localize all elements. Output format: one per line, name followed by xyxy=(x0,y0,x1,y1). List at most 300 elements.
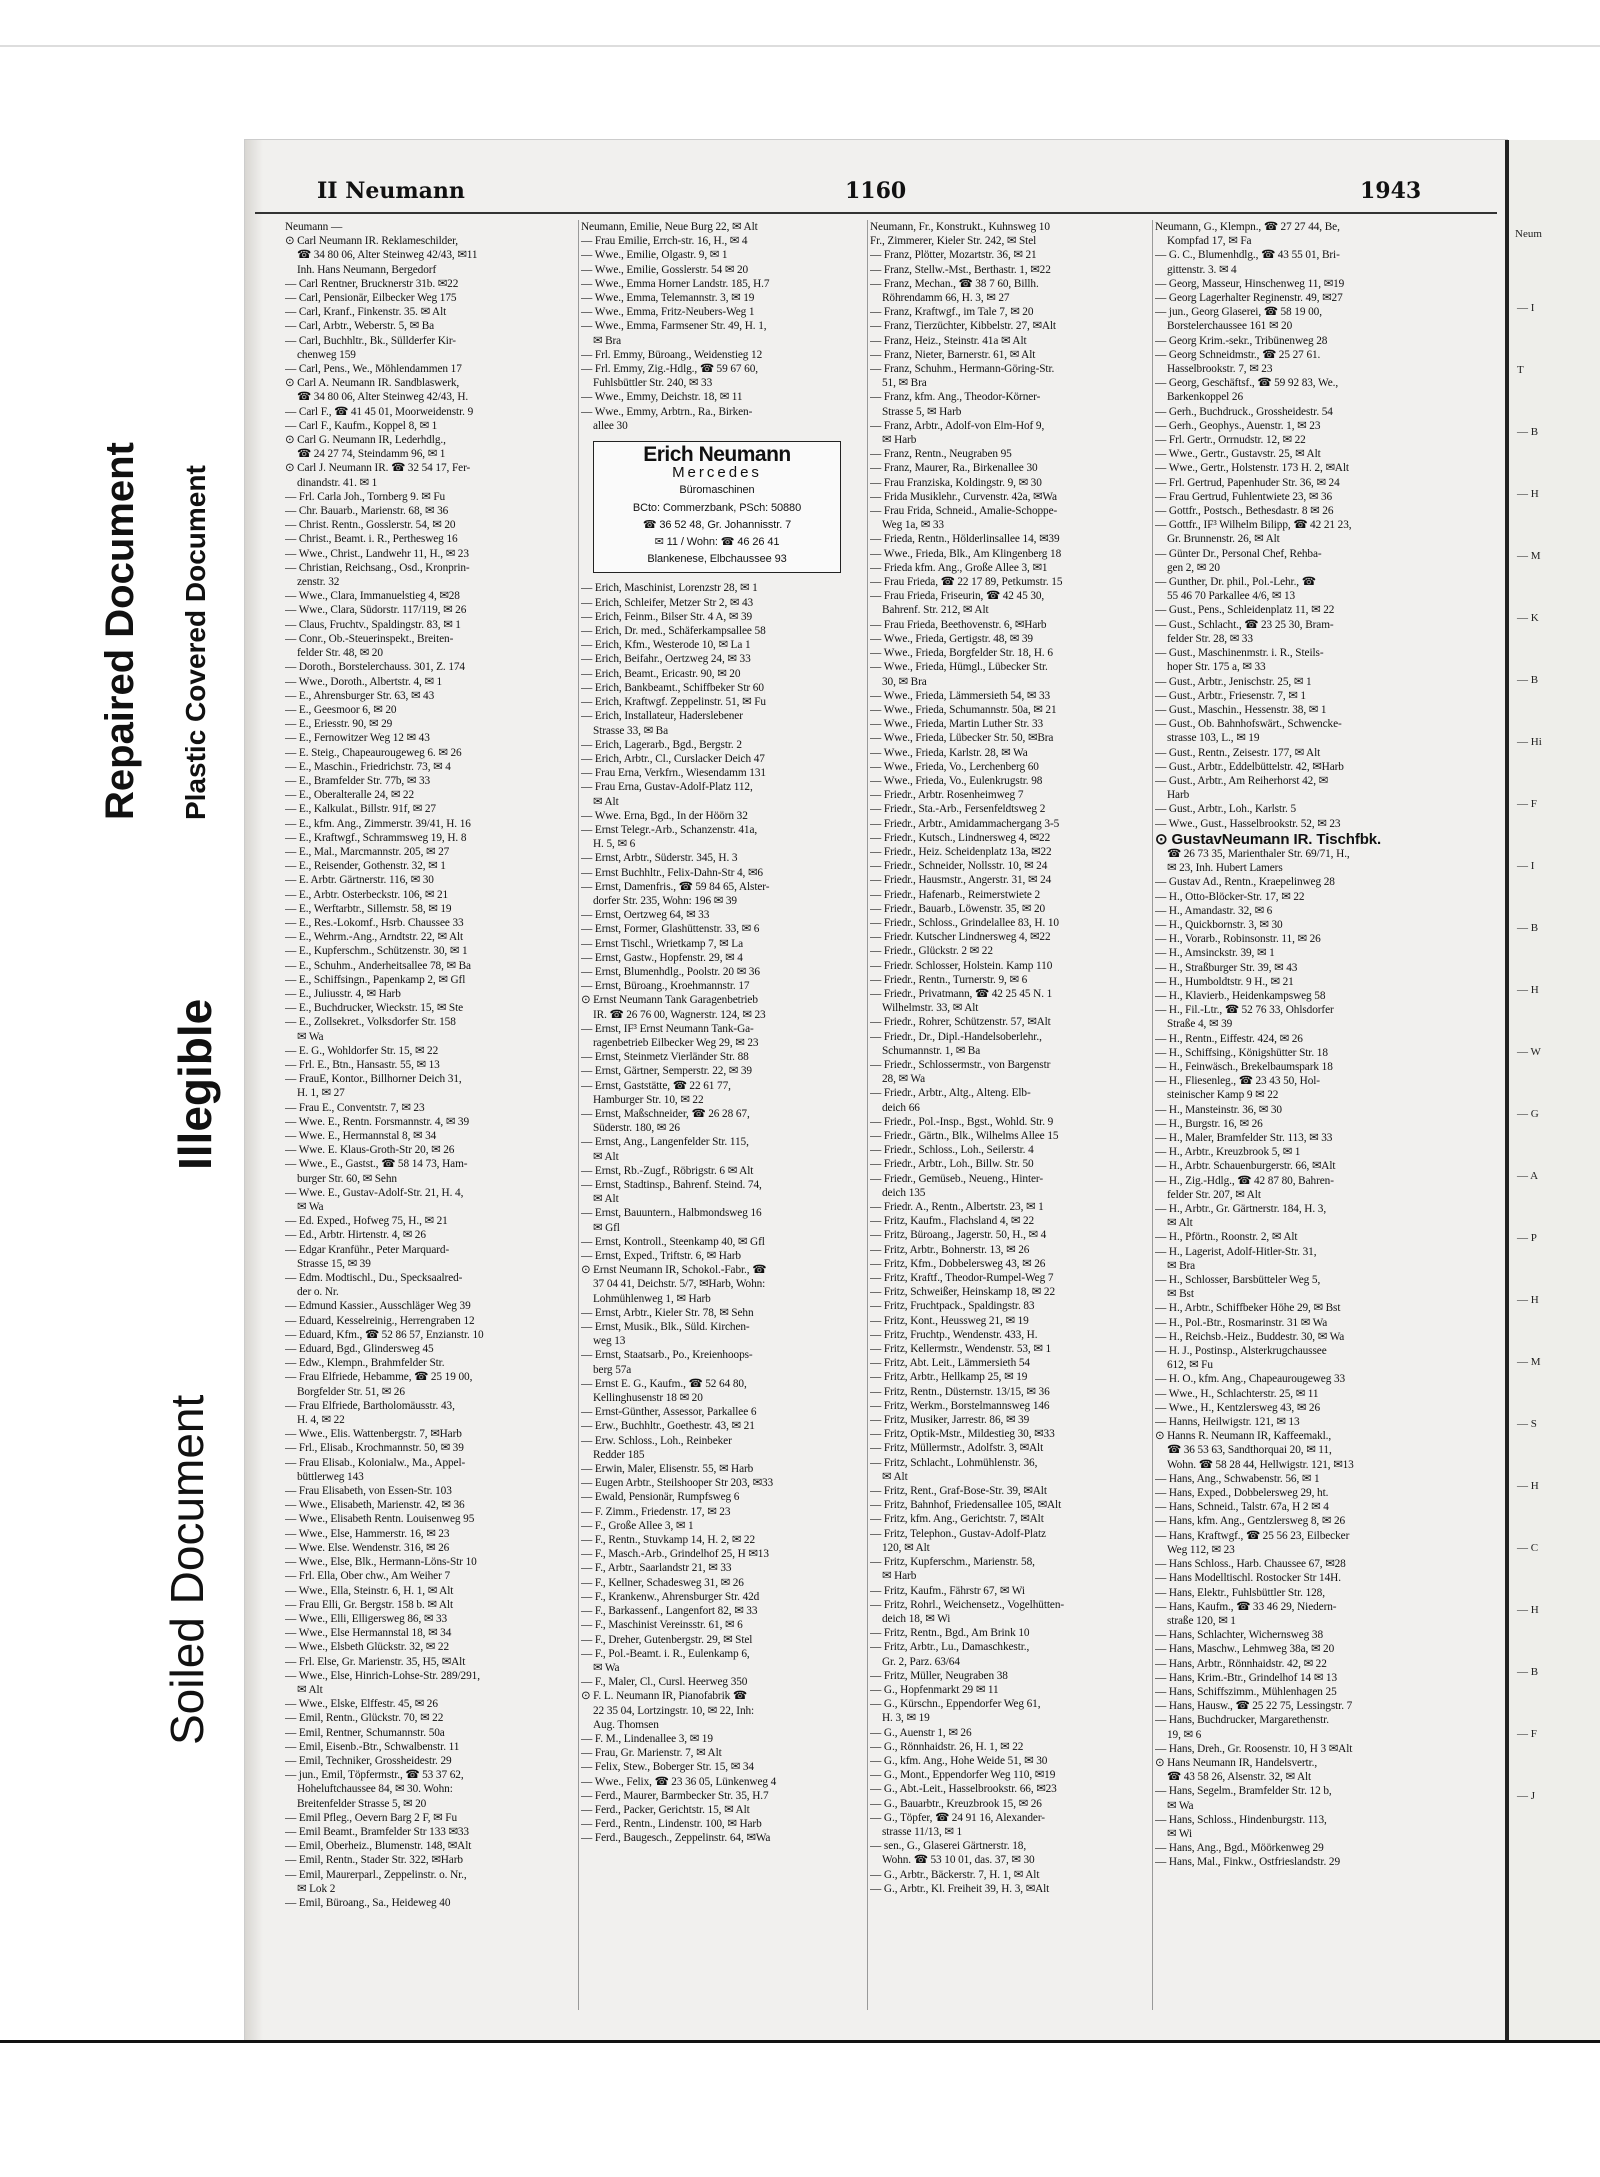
directory-entry: — H., Amsinckstr. 39, ✉ 1 xyxy=(1155,947,1275,960)
directory-entry: — Frl. Gertrud, Papenhuder Str. 36, ✉ 24 xyxy=(1155,476,1340,489)
directory-entry: — Franz, Kraftwgf., im Tale 7, ✉ 20 xyxy=(870,306,1034,319)
directory-entry: — Ernst-Günther, Assessor, Parkallee 6 xyxy=(581,1406,757,1419)
directory-entry: — Hans, Segelm., Bramfelder Str. 12 b, xyxy=(1155,1785,1332,1798)
directory-entry: — Erich, Lagerarb., Bgd., Bergstr. 2 xyxy=(581,738,742,751)
next-page-fragment: — P xyxy=(1517,1232,1537,1244)
directory-entry: — Gust., Maschinenmstr. i. R., Steils- xyxy=(1155,647,1324,660)
directory-entry: — Fritz, Kellermstr., Wendenstr. 53, ✉ 1 xyxy=(870,1343,1051,1356)
directory-entry: — Gust., Maschin., Hessenstr. 38, ✉ 1 xyxy=(1155,703,1327,716)
directory-entry: dorfer Str. 235, Wohn: 196 ✉ 39 xyxy=(593,894,737,907)
header-page-number: 1160 xyxy=(845,178,907,204)
directory-entry: — Gerh., Geophys., Auenstr. 1, ✉ 23 xyxy=(1155,419,1321,432)
directory-entry: — Fritz, Fruchtp., Wendenstr. 433, H. xyxy=(870,1328,1038,1341)
directory-entry: — Fritz, Kraftf., Theodor-Rumpel-Weg 7 xyxy=(870,1272,1054,1285)
directory-entry: — Wwe., Gust., Hasselbrookstr. 52, ✉ 23 xyxy=(1155,817,1341,830)
directory-entry: — Gerh., Buchdruck., Grossheidestr. 54 xyxy=(1155,405,1333,418)
directory-entry: — Ernst Buchhltr., Felix-Dahn-Str 4, ✉6 xyxy=(581,866,763,879)
directory-entry: burger Str. 60, ✉ Sehn xyxy=(297,1172,397,1185)
directory-entry: — Wwe., Felix, ☎ 23 36 05, Lünkenweg 4 xyxy=(581,1775,777,1788)
directory-entry: steinischer Kamp 9 ✉ 22 xyxy=(1167,1089,1279,1102)
directory-entry: felder Str. 207, ✉ Alt xyxy=(1167,1188,1261,1201)
directory-entry: — H. J., Postinsp., Alsterkrugchaussee xyxy=(1155,1345,1327,1358)
directory-entry: strasse 11/13, ✉ 1 xyxy=(882,1825,963,1838)
directory-entry: Kompfad 17, ✉ Fa xyxy=(1167,235,1252,248)
directory-entry: — H., Humboldtstr. 9 H., ✉ 21 xyxy=(1155,975,1294,988)
directory-entry: — Ernst, Gaststätte, ☎ 22 61 77, xyxy=(581,1079,731,1092)
directory-entry: — Franz, Rentn., Neugraben 95 xyxy=(870,448,1012,461)
directory-entry: — Ernst, Arbtr., Kieler Str. 78, ✉ Sehn xyxy=(581,1306,754,1319)
directory-entry: — Gust., Ob. Bahnhofswärt., Schwencke- xyxy=(1155,718,1342,731)
directory-entry: — Wwe. Else. Wendenstr. 316, ✉ 26 xyxy=(285,1541,450,1554)
directory-entry: Schumannstr. 1, ✉ Ba xyxy=(882,1044,981,1057)
directory-entry: — Ed. Exped., Hofweg 75, H., ✉ 21 xyxy=(285,1215,448,1228)
label-soiled: Soiled Document xyxy=(161,1394,213,1745)
directory-entry: — Fritz, Rentn., Düsternstr. 13/15, ✉ 36 xyxy=(870,1385,1050,1398)
directory-entry: ⊙ Carl Neumann IR. Reklameschilder, xyxy=(285,235,459,248)
directory-entry: ✉ 23, Inh. Hubert Lamers xyxy=(1167,862,1283,875)
advertisement-box xyxy=(593,441,841,573)
directory-entry: — Friedr., Schloss., Loh., Seilerstr. 4 xyxy=(870,1144,1034,1157)
directory-entry: — F., Arbtr., Saarlandstr 21, ✉ 33 xyxy=(581,1562,732,1575)
directory-entry: — Carl F., ☎ 41 45 01, Moorweidenstr. 9 xyxy=(285,405,474,418)
directory-entry: — G., Arbtr., Bäckerstr. 7, H. 1, ✉ Alt xyxy=(870,1868,1040,1881)
directory-entry: — Franz, Heiz., Steinstr. 41a ✉ Alt xyxy=(870,334,1027,347)
directory-entry: — Eduard, Bgd., Glindersweg 45 xyxy=(285,1343,434,1356)
directory-entry: zenstr. 32 xyxy=(297,576,340,589)
directory-entry: — H., Reichsb.-Heiz., Buddestr. 30, ✉ Wa xyxy=(1155,1330,1345,1343)
next-page-fragment: — M xyxy=(1517,550,1541,562)
directory-entry: Harb xyxy=(1167,789,1190,802)
directory-entry: — Frau Frieda, Beethovenstr. 6, ✉Harb xyxy=(870,618,1047,631)
directory-entry: — E., Fernowitzer Weg 12 ✉ 43 xyxy=(285,732,430,745)
directory-entry: Strasse 5, ✉ Harb xyxy=(882,405,962,418)
next-page-fragment: — A xyxy=(1517,1170,1539,1182)
directory-entry: — G., Kürschn., Eppendorfer Weg 61, xyxy=(870,1698,1041,1711)
directory-entry: — H., Burgstr. 16, ✉ 26 xyxy=(1155,1117,1263,1130)
directory-entry: — Hans, Exped., Dobbelersweg 29, ht. xyxy=(1155,1487,1329,1500)
directory-entry: — Carl, Pensionär, Eilbecker Weg 175 xyxy=(285,292,457,305)
directory-entry: Inh. Hans Neumann, Bergedorf xyxy=(297,263,437,276)
directory-entry: — F., Rentn., Stuvkamp 14, H. 2, ✉ 22 xyxy=(581,1534,756,1547)
directory-entry: — Erich, Beifahr., Oertzweg 24, ✉ 33 xyxy=(581,653,751,666)
directory-entry: — E., Buchdrucker, Wieckstr. 15, ✉ Ste xyxy=(285,1002,464,1015)
directory-entry: — Georg, Masseur, Hinschenweg 11, ✉19 xyxy=(1155,277,1345,290)
directory-entry: — Fritz, Fruchtpack., Spaldingstr. 83 xyxy=(870,1300,1035,1313)
ad-line: Blankenese, Elbchaussee 93 xyxy=(647,553,787,566)
scan-bottom-edge xyxy=(0,2040,1600,2043)
directory-entry: — Friedr., Arbtr., Amidammachergang 3-5 xyxy=(870,817,1060,830)
directory-entry: — E., Arbtr. Osterbeckstr. 106, ✉ 21 xyxy=(285,888,449,901)
column-2 xyxy=(581,220,853,2010)
next-page-fragment: — B xyxy=(1517,426,1539,438)
directory-entry: — Gust., Arbtr., Am Reiherhorst 42, ✉ xyxy=(1155,774,1329,787)
directory-entry: — Fritz, Musiker, Jarrestr. 86, ✉ 39 xyxy=(870,1414,1030,1427)
directory-entry: — G., Töpfer, ☎ 24 91 16, Alexander- xyxy=(870,1811,1045,1824)
directory-entry: — Wwe., E., Gastst., ☎ 58 14 73, Ham- xyxy=(285,1158,468,1171)
directory-entry: — Fritz, Rentn., Bgd., Am Brink 10 xyxy=(870,1627,1030,1640)
directory-entry: — Frl. Emmy, Büroang., Weidenstieg 12 xyxy=(581,348,763,361)
directory-entry: — Friedr., Kutsch., Lindnersweg 4, ✉22 xyxy=(870,831,1051,844)
directory-entry: — Gustav Ad., Rentn., Kraepelinweg 28 xyxy=(1155,876,1335,889)
directory-entry: — Emil, Rentner, Schumannstr. 50a xyxy=(285,1726,445,1739)
directory-entry: — Wwe., Frieda, Borgfelder Str. 18, H. 6 xyxy=(870,647,1053,660)
directory-entry: — H., Otto-Blöcker-Str. 17, ✉ 22 xyxy=(1155,890,1305,903)
directory-entry: — Gust., Pens., Schleidenplatz 11, ✉ 22 xyxy=(1155,604,1335,617)
directory-entry: Wohn. ☎ 58 28 44, Hellwigstr. 121, ✉13 xyxy=(1167,1458,1354,1471)
directory-entry: — Carl, Arbtr., Weberstr. 5, ✉ Ba xyxy=(285,320,435,333)
directory-entry: — Frl. Gertr., Orrnudstr. 12, ✉ 22 xyxy=(1155,434,1306,447)
directory-entry: Wilhelmstr. 33, ✉ Alt xyxy=(882,1002,979,1015)
directory-entry: — H., Zig.-Hdlg., ☎ 42 87 80, Bahren- xyxy=(1155,1174,1334,1187)
directory-entry: — Wwe., Clara, Immanuelstieg 4, ✉28 xyxy=(285,590,460,603)
directory-entry: — Ernst, Musik., Blk., Süld. Kirchen- xyxy=(581,1321,750,1334)
directory-entry: — Wwe., Ella, Steinstr. 6, H. 1, ✉ Alt xyxy=(285,1584,454,1597)
directory-entry: Strasse 15, ✉ 39 xyxy=(297,1257,371,1270)
directory-entry: — Frau Erna, Gustav-Adolf-Platz 112, xyxy=(581,781,753,794)
directory-entry: H. 4, ✉ 22 xyxy=(297,1414,345,1427)
directory-entry: Strasse 33, ✉ Ba xyxy=(593,724,669,737)
directory-entry: — Ernst Telegr.-Arb., Schanzenstr. 41a, xyxy=(581,823,758,836)
directory-entry: — Friedr., Sta.-Arb., Fersenfeldtsweg 2 xyxy=(870,803,1046,816)
directory-entry: — Wwe., H., Schlachterstr. 25, ✉ 11 xyxy=(1155,1387,1319,1400)
directory-entry: Redder 185 xyxy=(593,1448,645,1461)
directory-entry: deich 135 xyxy=(882,1186,926,1199)
directory-entry: ☎ 34 80 06, Alter Steinweg 42/43, H. xyxy=(297,391,469,404)
directory-entry: ✉ Gfl xyxy=(593,1221,620,1234)
directory-entry: — Friedr., Rentn., Turnerstr. 9, ✉ 6 xyxy=(870,973,1028,986)
directory-entry: Straße 4, ✉ 39 xyxy=(1167,1018,1233,1031)
scan-top-edge xyxy=(0,45,1600,47)
directory-entry: — Carl, Buchhltr., Bk., Süllderfer Kir- xyxy=(285,334,456,347)
directory-entry: — H., Schlosser, Barsbütteler Weg 5, xyxy=(1155,1274,1321,1287)
directory-entry: Lohmühlenweg 1, ✉ Harb xyxy=(593,1292,711,1305)
directory-entry: Gr. Brunnenstr. 26, ✉ Alt xyxy=(1167,533,1280,546)
directory-entry: Kellinghusenstr 18 ✉ 20 xyxy=(593,1392,703,1405)
directory-entry: — Fritz, Bahnhof, Friedensallee 105, ✉Alt xyxy=(870,1499,1062,1512)
directory-entry: — Frl. E., Btn., Hansastr. 55, ✉ 13 xyxy=(285,1058,440,1071)
next-page-fragment: — J xyxy=(1517,1790,1536,1802)
directory-entry: — Christ., Beamt. i. R., Perthesweg 16 xyxy=(285,533,458,546)
directory-entry: ✉ Bra xyxy=(593,334,622,347)
directory-entry: — Hans, Hausw., ☎ 25 22 75, Lessingstr. 7 xyxy=(1155,1700,1353,1713)
directory-entry: — Edm. Modtischl., Du., Specksaalred- xyxy=(285,1272,463,1285)
directory-entry: — Hans Modelltischl. Rostocker Str 14H. xyxy=(1155,1572,1341,1585)
directory-entry: — Ernst, Ang., Langenfelder Str. 115, xyxy=(581,1136,749,1149)
directory-entry: Borgfelder Str. 51, ✉ 26 xyxy=(297,1385,405,1398)
directory-entry: — Doroth., Borstelerchauss. 301, Z. 174 xyxy=(285,661,465,674)
directory-entry: — Wwe., Doroth., Albertstr. 4, ✉ 1 xyxy=(285,675,443,688)
directory-entry: — Wwe., Elisabeth, Marienstr. 42, ✉ 36 xyxy=(285,1499,465,1512)
directory-entry: — Emil, Techniker, Grossheidestr. 29 xyxy=(285,1754,452,1767)
directory-entry: ✉ Wa xyxy=(297,1201,324,1214)
directory-entry: — Claus, Fruchtv., Spaldingstr. 83, ✉ 1 xyxy=(285,618,461,631)
directory-entry: — Hans, Elektr., Fuhlsbüttler Str. 128, xyxy=(1155,1586,1325,1599)
directory-entry: — Fritz, Kupferschm., Marienstr. 58, xyxy=(870,1556,1035,1569)
directory-entry: — Wwe. E. Klaus-Groth-Str 20, ✉ 26 xyxy=(285,1144,455,1157)
next-page-fragment: — B xyxy=(1517,922,1539,934)
directory-entry: — G., Hopfenmarkt 29 ✉ 11 xyxy=(870,1683,999,1696)
directory-entry: — Erich, Maschinist, Lorenzstr 28, ✉ 1 xyxy=(581,582,758,595)
directory-entry: ☎ 36 53 63, Sandthorquai 20, ✉ 11, xyxy=(1167,1444,1332,1457)
directory-entry: — Frau Elisab., Kolonialw., Ma., Appel- xyxy=(285,1456,466,1469)
next-page-fragment: — B xyxy=(1517,1666,1539,1678)
directory-entry: — Frau Franziska, Koldingstr. 9, ✉ 30 xyxy=(870,476,1042,489)
directory-entry: — H., Straßburger Str. 39, ✉ 43 xyxy=(1155,961,1298,974)
directory-entry: — F., Barkassenf., Langenfort 82, ✉ 33 xyxy=(581,1605,758,1618)
directory-entry: — F., Pol.-Beamt. i. R., Eulenkamp 6, xyxy=(581,1647,750,1660)
directory-entry: — Wwe., H., Kentzlersweg 43, ✉ 26 xyxy=(1155,1401,1321,1414)
next-page-fragment: Neum xyxy=(1515,228,1542,240)
directory-entry: — Georg, Geschäftsf., ☎ 59 92 83, We., xyxy=(1155,377,1339,390)
directory-entry: — E., Ahrensburger Str. 63, ✉ 43 xyxy=(285,689,435,702)
directory-entry: 612, ✉ Fu xyxy=(1167,1359,1213,1372)
directory-entry: — Fritz, Kaufm., Flachsland 4, ✉ 22 xyxy=(870,1215,1035,1228)
next-page-fragment: — C xyxy=(1517,1542,1539,1554)
directory-entry: — Frl. Carla Joh., Tornberg 9. ✉ Fu xyxy=(285,490,446,503)
directory-entry: — Ernst, Oertzweg 64, ✉ 33 xyxy=(581,909,710,922)
directory-entry: ⊙ Ernst Neumann IR, Schokol.-Fabr., ☎ xyxy=(581,1264,767,1277)
directory-entry: ✉ Alt xyxy=(593,1193,619,1206)
directory-entry: — Frau Elfriede, Bartholomäusstr. 43, xyxy=(285,1399,455,1412)
directory-entry: — Wwe., Else, Hammerstr. 16, ✉ 23 xyxy=(285,1527,450,1540)
directory-entry: — Gust., Rentn., Zeisestr. 177, ✉ Alt xyxy=(1155,746,1321,759)
directory-entry: — Wwe., Emma, Fritz-Neubers-Weg 1 xyxy=(581,306,755,319)
next-page-fragment: — H xyxy=(1517,1294,1539,1306)
directory-entry: — H., Maler, Bramfelder Str. 113, ✉ 33 xyxy=(1155,1132,1333,1144)
directory-entry: ✉ Bra xyxy=(1167,1259,1196,1272)
directory-entry: — Hans, Schloss., Hindenburgstr. 113, xyxy=(1155,1813,1327,1826)
directory-entry: — Hans, Schiffszimm., Mühlenhagen 25 xyxy=(1155,1685,1337,1698)
directory-entry: — H., Feinwäsch., Brekelbaumspark 18 xyxy=(1155,1060,1333,1073)
directory-entry: — Hans, Schlachter, Wichernsweg 38 xyxy=(1155,1629,1324,1642)
directory-entry: — E., Wehrm.-Ang., Arndtstr. 22, ✉ Alt xyxy=(285,931,464,944)
directory-entry: 120, ✉ Alt xyxy=(882,1541,930,1554)
directory-entry: — E., Res.-Lokomf., Hsrb. Chaussee 33 xyxy=(285,916,464,929)
directory-entry: — Frau Frieda, ☎ 22 17 89, Petkumstr. 15 xyxy=(870,576,1063,589)
directory-entry: 28, ✉ Wa xyxy=(882,1073,926,1086)
directory-entry: — Wwe., Else, Blk., Hermann-Löns-Str 10 xyxy=(285,1556,477,1569)
directory-entry: ✉ Harb xyxy=(882,1570,917,1583)
directory-entry: — Ernst, Steinmetz Vierländer Str. 88 xyxy=(581,1051,749,1064)
directory-entry: Borstelerchaussee 161 ✉ 20 xyxy=(1167,320,1293,333)
directory-entry: — Wwe., Emma, Farmsener Str. 49, H. 1, xyxy=(581,320,767,333)
label-plastic: Plastic Covered Document xyxy=(180,465,211,820)
directory-entry: Weg 112, ✉ 23 xyxy=(1167,1543,1235,1556)
directory-entry: ✉ Wi xyxy=(1167,1827,1193,1840)
directory-entry: — Emil, Büroang., Sa., Heideweg 40 xyxy=(285,1896,451,1909)
directory-entry: — Ewald, Pensionär, Rumpfsweg 6 xyxy=(581,1491,740,1504)
directory-entry: ⊙ Carl J. Neumann IR. ☎ 32 54 17, Fer- xyxy=(285,462,471,475)
directory-entry: — Wwe., Gertr., Holstenstr. 173 H. 2, ✉Alt xyxy=(1155,462,1349,475)
directory-entry: 51, ✉ Bra xyxy=(882,377,927,390)
next-page-fragment: — S xyxy=(1517,1418,1537,1430)
directory-page xyxy=(245,140,1507,2040)
directory-entry: — G., Auenstr 1, ✉ 26 xyxy=(870,1726,972,1739)
column-divider xyxy=(578,220,579,2010)
directory-entry: — F., Masch.-Arb., Grindelhof 25, H ✉13 xyxy=(581,1548,769,1561)
next-page-fragment: — I xyxy=(1517,860,1535,872)
directory-entry: — Franz, Arbtr., Adolf-von Elm-Hof 9, xyxy=(870,419,1045,432)
directory-entry: — Franz, Maurer, Ra., Birkenallee 30 xyxy=(870,462,1038,475)
directory-entry: — Ernst, Stadtinsp., Bahrenf. Steind. 74, xyxy=(581,1179,762,1191)
directory-entry: — Franz, Plötter, Mozartstr. 36, ✉ 21 xyxy=(870,249,1037,262)
next-page-fragment: — H xyxy=(1517,1604,1539,1616)
directory-entry: ✉ Wa xyxy=(593,1661,620,1674)
directory-entry: — Emil, Oberheiz., Blumenstr. 148, ✉Alt xyxy=(285,1840,472,1853)
directory-entry: ⊙ Hans Neumann IR, Handelsvertr., xyxy=(1155,1756,1318,1769)
directory-entry: ⊙ Hanns R. Neumann IR, Kaffeemakl., xyxy=(1155,1430,1332,1443)
directory-entry: ✉ Bst xyxy=(1167,1288,1194,1301)
directory-entry: — Wwe., Elsbeth Glückstr. 32, ✉ 22 xyxy=(285,1641,449,1654)
directory-entry: weg 13 xyxy=(593,1335,626,1348)
directory-entry: — Günter Dr., Personal Chef, Rehba- xyxy=(1155,547,1322,560)
directory-entry: — Erwin, Maler, Elisenstr. 55, ✉ Harb xyxy=(581,1463,754,1476)
label-illegible: Illegible xyxy=(169,998,221,1170)
directory-entry: Fr., Zimmerer, Kieler Str. 242, ✉ Stel xyxy=(870,235,1037,248)
directory-entry: — E., Schuhm., Anderheitsallee 78, ✉ Ba xyxy=(285,959,471,972)
directory-entry: — Erich, Kraftwgf. Zeppelinstr. 51, ✉ Fu xyxy=(581,696,766,709)
directory-entry: Gr. 2, Parz. 63/64 xyxy=(882,1655,960,1668)
directory-entry: — H., Pol.-Btr., Rosmarinstr. 31 ✉ Wa xyxy=(1155,1316,1328,1329)
directory-entry: — sen., G., Glaserei Gärtnerstr. 18, xyxy=(870,1840,1027,1853)
directory-entry: — Edgar Kranführ., Peter Marquard- xyxy=(285,1243,450,1256)
directory-entry: — E., Kraftwgf., Schrammsweg 19, H. 8 xyxy=(285,831,467,844)
directory-entry: — Edmund Kassier., Ausschläger Weg 39 xyxy=(285,1300,471,1313)
directory-entry-highlight: ⊙ GustavNeumann IR. Tischfbk. xyxy=(1155,832,1382,847)
directory-entry: — Christian, Reichsang., Osd., Kronprin- xyxy=(285,561,470,574)
directory-entry: — Wwe., Christ., Landwehr 11, H., ✉ 23 xyxy=(285,547,469,560)
directory-entry: — E., Oberalteralle 24, ✉ 22 xyxy=(285,789,415,802)
directory-entry: — Gunther, Dr. phil., Pol.-Lehr., ☎ xyxy=(1155,576,1316,589)
directory-entry: — jun., Georg Glaserei, ☎ 58 19 00, xyxy=(1155,306,1322,319)
directory-entry: — Wwe., Frieda, Martin Luther Str. 33 xyxy=(870,718,1044,731)
next-page-fragment: T xyxy=(1517,364,1524,376)
directory-entry: berg 57a xyxy=(593,1363,632,1376)
directory-entry: — H., Arbtr., Kreuzbrook 5, ✉ 1 xyxy=(1155,1146,1301,1159)
directory-entry: — Fritz, Optik-Mstr., Mildestieg 30, ✉33 xyxy=(870,1428,1055,1441)
directory-entry: — Eugen Arbtr., Steilshooper Str 203, ✉33 xyxy=(581,1477,774,1490)
directory-entry: — Friedr., Privatmann, ☎ 42 25 45 N. 1 xyxy=(870,987,1053,1000)
directory-entry: — Friedr., Schlossermstr., von Bargenstr xyxy=(870,1058,1051,1071)
directory-entry: Röhrendamm 66, H. 3, ✉ 27 xyxy=(882,292,1010,305)
label-repaired: Repaired Document xyxy=(98,442,142,820)
next-page-fragment: — K xyxy=(1517,612,1539,624)
directory-entry: Hamburger Str. 10, ✉ 22 xyxy=(593,1093,704,1106)
directory-entry: — Wwe., Elli, Elligersweg 86, ✉ 33 xyxy=(285,1612,448,1625)
directory-entry: — Franz, kfm. Ang., Theodor-Körner- xyxy=(870,391,1041,404)
directory-entry: — Gottfr., Postsch., Bethesdastr. 8 ✉ 26 xyxy=(1155,505,1334,518)
directory-entry: — Erich, Installateur, Haderslebener xyxy=(581,710,743,723)
directory-entry: — Edw., Klempn., Brahmfelder Str. xyxy=(285,1357,445,1370)
directory-entry: — Fritz, Kaufm., Fährstr 67, ✉ Wi xyxy=(870,1584,1025,1597)
directory-entry: — Fritz, Büroang., Jagerstr. 50, H., ✉ 4 xyxy=(870,1229,1047,1242)
directory-entry: — Friedr., Arbtr., Altg., Alteng. Elb- xyxy=(870,1087,1031,1100)
directory-entry: — H., Rentn., Eiffestr. 424, ✉ 26 xyxy=(1155,1032,1303,1045)
directory-entry: — Friedr., Gärtn., Blk., Wilhelms Allee 15 xyxy=(870,1130,1059,1142)
directory-entry: — Wwe. E., Hermannstal 8, ✉ 34 xyxy=(285,1130,437,1142)
directory-entry: — Wwe., Emma, Telemannstr. 3, ✉ 19 xyxy=(581,292,755,305)
next-page-fragment: — H xyxy=(1517,488,1539,500)
next-page-fragment: — B xyxy=(1517,674,1539,686)
directory-entry: — Fritz, Kfm., Dobbelersweg 43, ✉ 26 xyxy=(870,1257,1046,1270)
directory-entry: — Wwe., Else Hermannstal 18, ✉ 34 xyxy=(285,1627,452,1640)
directory-entry: — Frau Elli, Gr. Bergstr. 158 b. ✉ Alt xyxy=(285,1598,454,1611)
directory-entry: — G. C., Blumenhdlg., ☎ 43 55 01, Bri- xyxy=(1155,249,1340,262)
directory-entry: — Hans, Kraftwgf., ☎ 25 56 23, Eilbecker xyxy=(1155,1529,1350,1542)
directory-entry: — H., Fil.-Ltr., ☎ 52 76 33, Ohlsdorfer xyxy=(1155,1004,1334,1017)
directory-entry: — Friedr., Schloss., Grindelallee 83, H. 10 xyxy=(870,916,1059,929)
directory-entry: — Conr., Ob.-Steuerinspekt., Breiten- xyxy=(285,632,454,645)
directory-entry: ✉ Wa xyxy=(1167,1799,1194,1812)
directory-entry: — Fritz, Müllermstr., Adolfstr. 3, ✉Alt xyxy=(870,1442,1044,1455)
directory-entry: Hasselbrookstr. 7, ✉ 23 xyxy=(1167,363,1273,376)
directory-entry: — H., Schiffsing., Königshütter Str. 18 xyxy=(1155,1046,1328,1059)
directory-entry: — H., Arbtr., Schiffbeker Höhe 29, ✉ Bst xyxy=(1155,1302,1341,1315)
directory-entry: chenweg 159 xyxy=(297,348,356,361)
directory-entry: — Friedr., Heiz. Scheidenplatz 13a, ✉22 xyxy=(870,845,1052,858)
directory-entry: — Frida Musiklehr., Curvenstr. 42a, ✉Wa xyxy=(870,490,1057,503)
next-page-fragment: — M xyxy=(1517,1356,1541,1368)
directory-entry: ✉ Alt xyxy=(593,795,619,808)
directory-entry: — Ferd., Packer, Gerichtstr. 15, ✉ Alt xyxy=(581,1803,750,1816)
directory-entry: — Wwe., Elisabeth Rentn. Louisenweg 95 xyxy=(285,1513,475,1526)
ad-line: Büromaschinen xyxy=(679,484,755,497)
directory-entry: — Erich, Arbtr., Cl., Curslacker Deich 47 xyxy=(581,752,765,765)
directory-entry: dinandstr. 41. ✉ 1 xyxy=(297,476,378,489)
directory-entry: Neumann — xyxy=(285,221,343,233)
directory-entry: — Wwe., Frieda, Blk., Am Klingenberg 18 xyxy=(870,547,1062,560)
directory-entry: — Erw. Schloss., Loh., Reinbeker xyxy=(581,1434,732,1447)
directory-entry: ⊙ Carl A. Neumann IR. Sandblaswerk, xyxy=(285,377,460,390)
directory-entry: — Fritz, Rohrl., Weichensetz., Vogelhütten- xyxy=(870,1598,1065,1611)
directory-entry: strasse 103, L., ✉ 19 xyxy=(1167,732,1260,745)
directory-entry: — Wwe., Elis. Wattenbergstr. 7, ✉Harb xyxy=(285,1428,462,1441)
directory-entry: gittenstr. 3. ✉ 4 xyxy=(1167,263,1237,276)
header-year: 1943 xyxy=(1360,178,1422,204)
directory-entry: — F., Dreher, Gutenbergstr. 29, ✉ Stel xyxy=(581,1633,753,1646)
directory-entry: — Frau Erna, Verkfrn., Wiesendamm 131 xyxy=(581,767,766,780)
directory-entry: — Friedr., Rohrer, Schützenstr. 57, ✉Alt xyxy=(870,1016,1051,1029)
directory-entry: — H., Lagerist, Adolf-Hitler-Str. 31, xyxy=(1155,1245,1317,1258)
directory-entry: ⊙ Ernst Neumann Tank Garagenbetrieb xyxy=(581,994,758,1007)
directory-entry: — Chr. Bauarb., Marienstr. 68, ✉ 36 xyxy=(285,505,449,518)
header-rule xyxy=(255,212,1497,214)
directory-entry: — F. Zimm., Friedenstr. 17, ✉ 23 xyxy=(581,1505,731,1518)
directory-entry: — Frau Elisabeth, von Essen-Str. 103 xyxy=(285,1485,452,1498)
directory-entry: — Friedr., Gemüseb., Neueng., Hinter- xyxy=(870,1172,1044,1185)
directory-entry: — Wwe., Emma Horner Landstr. 185, H.7 xyxy=(581,277,770,290)
directory-entry: — G., Bauarbtr., Kreuzbrook 15, ✉ 26 xyxy=(870,1797,1042,1810)
directory-entry: — Wwe., Emilie, Olgastr. 9, ✉ 1 xyxy=(581,249,728,262)
directory-entry: ☎ 43 58 26, Alsenstr. 32, ✉ Alt xyxy=(1167,1771,1312,1784)
directory-entry: ☎ 26 73 35, Marienthaler Str. 69/71, H., xyxy=(1167,847,1350,860)
directory-entry: — Ernst Tischl., Wrietkamp 7, ✉ La xyxy=(581,937,743,950)
directory-entry: — Emil Beamt., Bramfelder Str 133 ✉33 xyxy=(285,1825,469,1838)
directory-entry: — Ernst, Damenfris., ☎ 59 84 65, Alster- xyxy=(581,880,770,893)
directory-entry: — Frau, Gr. Marienstr. 7, ✉ Alt xyxy=(581,1747,722,1760)
directory-entry: — Hanns, Heilwigstr. 121, ✉ 13 xyxy=(1155,1416,1300,1429)
directory-entry: Breitenfelder Strasse 5, ✉ 20 xyxy=(297,1797,427,1810)
directory-entry: — Ernst, Büroang., Kroehmannstr. 17 xyxy=(581,980,750,993)
directory-entry: — Frau Frieda, Friseurin, ☎ 42 45 30, xyxy=(870,590,1045,603)
next-page-fragment: — W xyxy=(1517,1046,1541,1058)
directory-entry: — H., Arbtr., Gr. Gärtnerstr. 184, H. 3, xyxy=(1155,1203,1327,1216)
directory-entry: — Georg Krim.-sekr., Tribünenweg 28 xyxy=(1155,334,1328,347)
directory-entry: — Wwe., Frieda, Lämmersieth 54, ✉ 33 xyxy=(870,689,1051,702)
directory-entry: — Erich, Beamt., Ericastr. 90, ✉ 20 xyxy=(581,667,741,680)
directory-entry: — Ernst, Gärtner, Semperstr. 22, ✉ 39 xyxy=(581,1065,752,1078)
directory-entry: straße 120, ✉ 1 xyxy=(1167,1614,1236,1627)
